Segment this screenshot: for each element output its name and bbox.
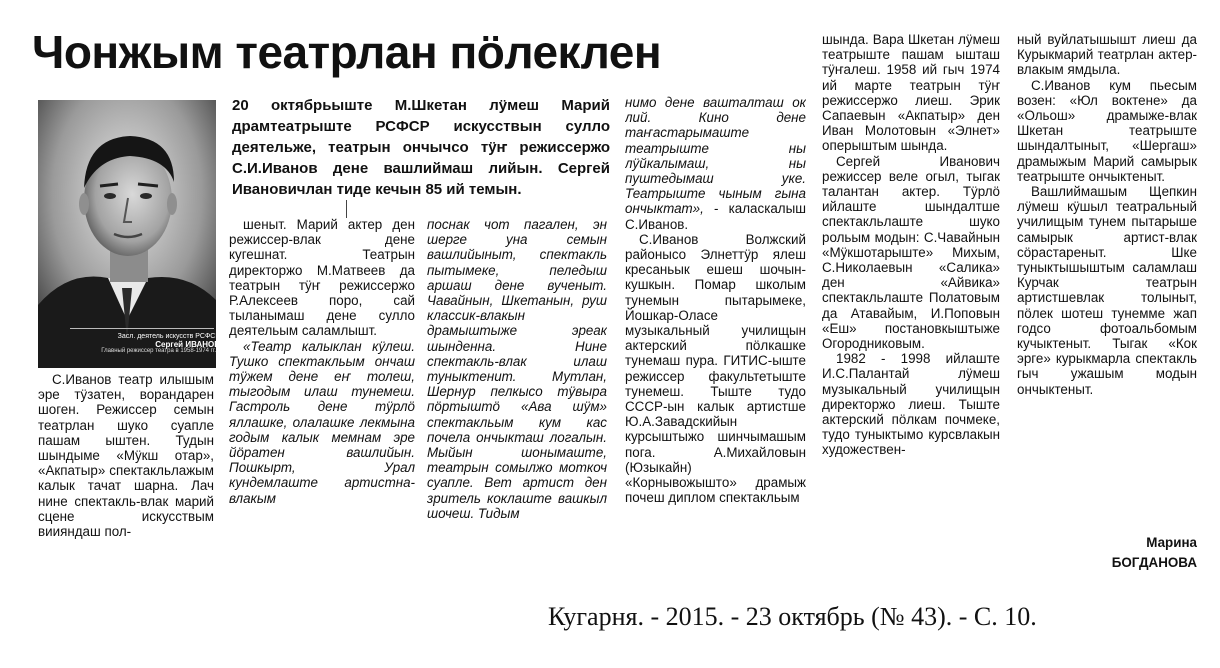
paragraph: шеныт. Марий актер ден режиссер-влак дене кугешнат. Театрын директоржо М.Матвеев да театрын тӱҥ режиссержо Р.Алексеев поро, сай тыланымаш дене сулло деятельым саламлышт. <box>229 217 415 339</box>
caption-name: Сергей ИВАНОВ <box>155 340 220 349</box>
attribution-text: - каласкалыш С.Иванов. <box>625 201 806 232</box>
article-lead: 20 октябрьыште М.Шкетан лӱмеш Марий драмтеатрыште РСФСР искусствын сулло деятельже, театрын ончычсо тӱҥ режиссержо С.И.Иванов дене вашлиймаш лийын. Сергей Ивановичлан тиде кечын 85 ий темын. <box>232 97 610 198</box>
quote-paragraph: поснак чот пагален, эн шерге уна семын вашлийыныт, спектакль пытымеке, пеледыш аршаш дене вученыт. Чавайнын, Шкетанын, руш классик-влакын драмыштыже эреак шынденна. Нине спектакль-влак илаш туныктенит. Мутлан, Шернур пелкысо тӱвыра пӧртыштӧ «Ава шӱм» спектакльым кум кас почела ончыкташ логалын. Мыйын шонымаште, театрын сомылжо моткоч суапле. Вет артист ден зритель коклаште вашкыл шочеш. Тидым <box>427 217 607 521</box>
source-citation: Кугарня. - 2015. - 23 октябрь (№ 43). - С. 10. <box>548 602 1037 631</box>
text-column-1 <box>38 372 214 584</box>
author-first-name: Марина <box>1146 535 1197 550</box>
paragraph: ный вуйлатышышт лиеш да Курыкмарий театрлан актер-влакым ямдыла. <box>1017 32 1197 78</box>
text-column-4 <box>625 95 806 584</box>
photo-caption-title <box>70 333 220 349</box>
author-signature <box>1050 533 1197 573</box>
paragraph: шында. Вара Шкетан лӱмеш театрыште пашам ышташ тӱҥалеш. 1958 ий гыч 1974 ий марте театрын тӱҥ режиссержо лиеш. Эрик Сапаевын «Акпатыр» ден Иван Молотовын «Элнет» оперыштым шында. <box>822 32 1000 154</box>
paragraph: Вашлиймашым Щепкин лӱмеш кӱшыл театральный училищым тунем пытарыше самырык артист-влак сӧрастареныт. Шке туныктышыштым саламлаш Курчак театрын артистшевлак толыныт, пӧлек шотеш тунемме жап годсо фотоальбомым кучыктеныт. Тыгак «Кок эрге» курыкмарла спектакль гыч ужашым модын ончыктеныт. <box>1017 184 1197 397</box>
portrait-photo <box>38 100 216 368</box>
paragraph: С.Иванов кум пьесым возен: «Юл воктене» да «Ольош» драмыже-влак Шкетан театрыште шындалтыныт, «Шергаш» драмыжым Марий самырык театрыште ончыктеныт. <box>1017 77 1197 184</box>
text-column-5 <box>822 32 1000 572</box>
caption-rule <box>70 328 214 329</box>
paragraph: Сергей Иванович режиссер веле огыл, тыгак талантан актер. Тӱрлӧ ийлаште шындалтше спектакльлаште шуко рольым модын: С.Чавайнын «Мӱкшотарыште» Михым, С.Николаевын «Салика» ден «Айвика» спектакльлаште Полатовым да Атавайым, И.Поповын «Еш» постановкыштыже Огородниковым. <box>822 153 1000 352</box>
quote-end-text: нимо дене вашталташ ок лий. Кино дене таҥастарымаште театрыште ны лӱйкалымаш, ны пуштедымаш уке. Театрыште чыным гына ончыктат», <box>625 95 806 217</box>
article-headline: Чонжым театрлан пӧлеклен <box>32 26 662 78</box>
lead-end-marker <box>346 200 347 218</box>
quote-paragraph: «Театр калыклан кӱлеш. Тушко спектакльым ончаш тӱжем дене еҥ толеш, тыгодым илаш тунемеш. Гастроль дене тӱрлӧ яллашке, олалашке лекмына годым калык мемнам эре йӧратен вашлийын. Пошкырт, Урал кундемлаште артистна-влакым <box>229 338 415 506</box>
photo-caption-role: Главный режиссер театра в 1958-1974 гг. <box>101 348 216 354</box>
paragraph: 1982 - 1998 ийлаште И.С.Палантай лӱмеш музыкальный училищын директоржо лиеш. Тыште актерский пӧлкам почмеке, тудо туныктымо курсвлакын художествен- <box>822 351 1000 458</box>
paragraph: С.Иванов Волжский районысо Элнеттӱр ялеш кресаньык ешеш шочын-кушкын. Помар школым тунемын пытарымеке, Йошкар-Оласе музыкальный училищын актерский пӧлкашке тунемаш пура. ГИТИС-ыште режиссер факультетыште тунемеш. Тыште тудо СССР-ын калык артистше Ю.А.Завадскийын курсыштыжо шинчымашым пога. А.Михайловын (Юзыкайн) «Корнывожыштo» драмыж почеш диплом спектакльым <box>625 231 806 506</box>
text-column-2 <box>229 217 415 584</box>
quote-end-paragraph <box>625 95 806 232</box>
text-column-6 <box>1017 32 1197 527</box>
caption-title: Засл. деятель искусств РСФСР <box>117 333 220 340</box>
author-last-name: БОГДАНОВА <box>1111 555 1197 570</box>
paragraph: С.Иванов театр илышым эре тӱзатен, ворандарен шоген. Режиссер семын театрлан шуко суапле пашам ыштен. Тудын шындыме «Мӱкш отар», «Акпатыр» спектакльлажым калык тачат шарна. Лач нине спектакль-влак марий сцене искусствым виияндаш пол- <box>38 372 214 540</box>
text-column-3 <box>427 217 607 584</box>
